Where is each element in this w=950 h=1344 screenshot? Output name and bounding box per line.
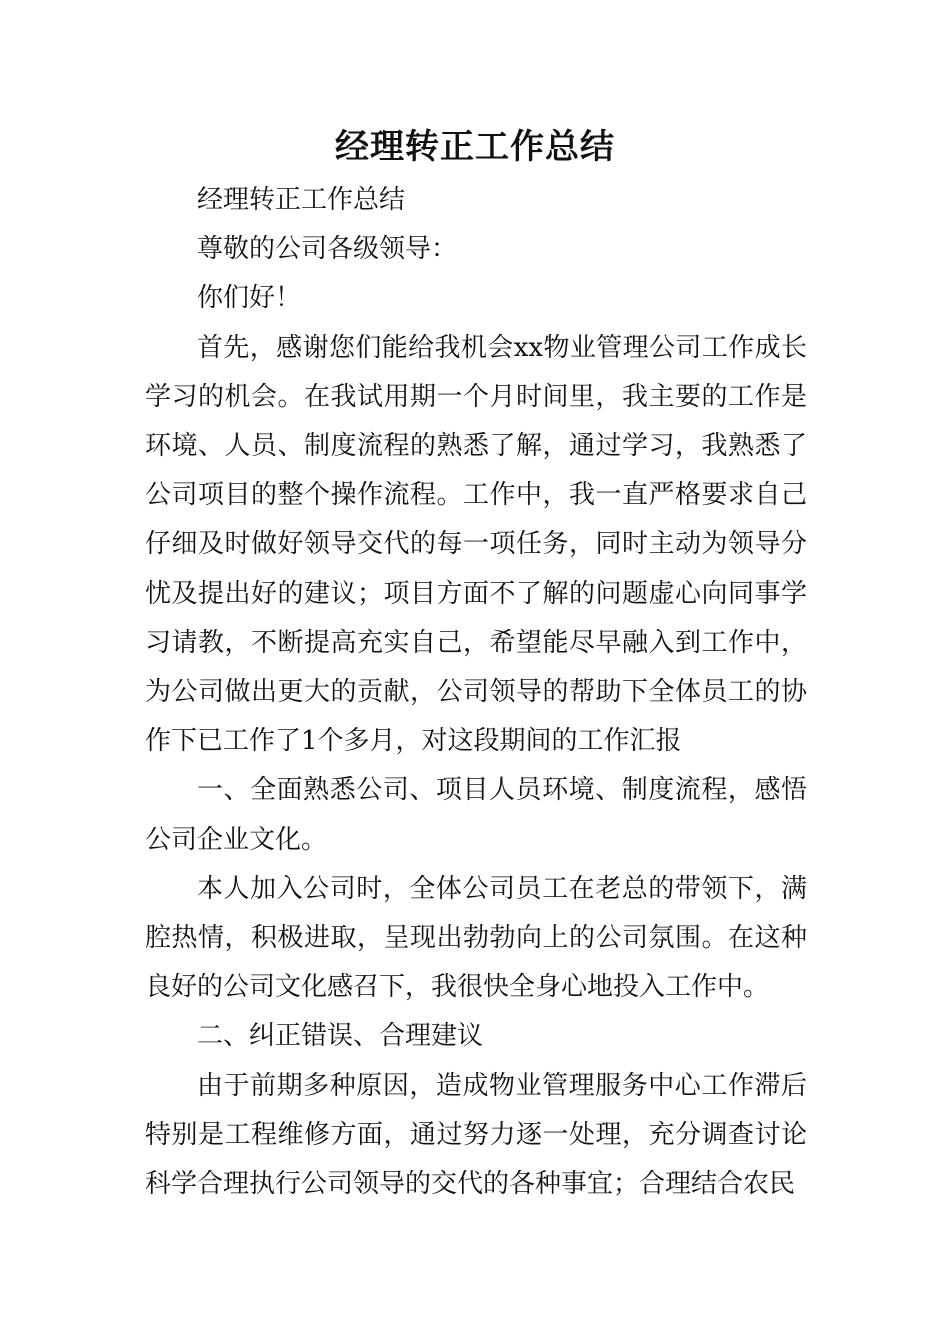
body-paragraph-section-two-heading: 二、纠正错误、合理建议	[197, 1021, 484, 1052]
body-paragraph-heading: 经理转正工作总结	[197, 185, 406, 215]
body-paragraph-section-one-heading: 一、全面熟悉公司、项目人员环境、制度流程，感悟公司企业文化。	[145, 775, 807, 855]
document-body	[145, 176, 807, 1209]
body-paragraph-section-two-text: 由于前期多种原因，造成物业管理服务中心工作滞后特别是工程维修方面，通过努力逐一处理，充分调查讨论科学合理执行公司领导的交代的各种事宜；合理结合农民	[145, 1070, 807, 1200]
body-paragraph-greeting: 你们好！	[197, 283, 302, 314]
body-paragraph-salutation: 尊敬的公司各级领导：	[197, 234, 458, 265]
body-paragraph-section-one-text: 本人加入公司时，全体公司员工在老总的带领下，满腔热情，积极进取，呈现出勃勃向上的公司氛围。在这种良好的公司文化感召下，我很快全身心地投入工作中。	[145, 873, 807, 1003]
document-title: 经理转正工作总结	[335, 127, 615, 167]
body-paragraph-intro: 首先，感谢您们能给我机会xx物业管理公司工作成长学习的机会。在我试用期一个月时间里，我主要的工作是环境、人员、制度流程的熟悉了解，通过学习，我熟悉了公司项目的整个操作流程。工作中，我一直严格要求自己仔细及时做好领导交代的每一项任务，同时主动为领导分忧及提出好的建议；项目方面不了解的问题虚心向同事学习请教，不断提高充实自己，希望能尽早融入到工作中，为公司做出更大的贡献，公司领导的帮助下全体员工的协作下已工作了1个多月，对这段期间的工作汇报	[145, 332, 807, 757]
